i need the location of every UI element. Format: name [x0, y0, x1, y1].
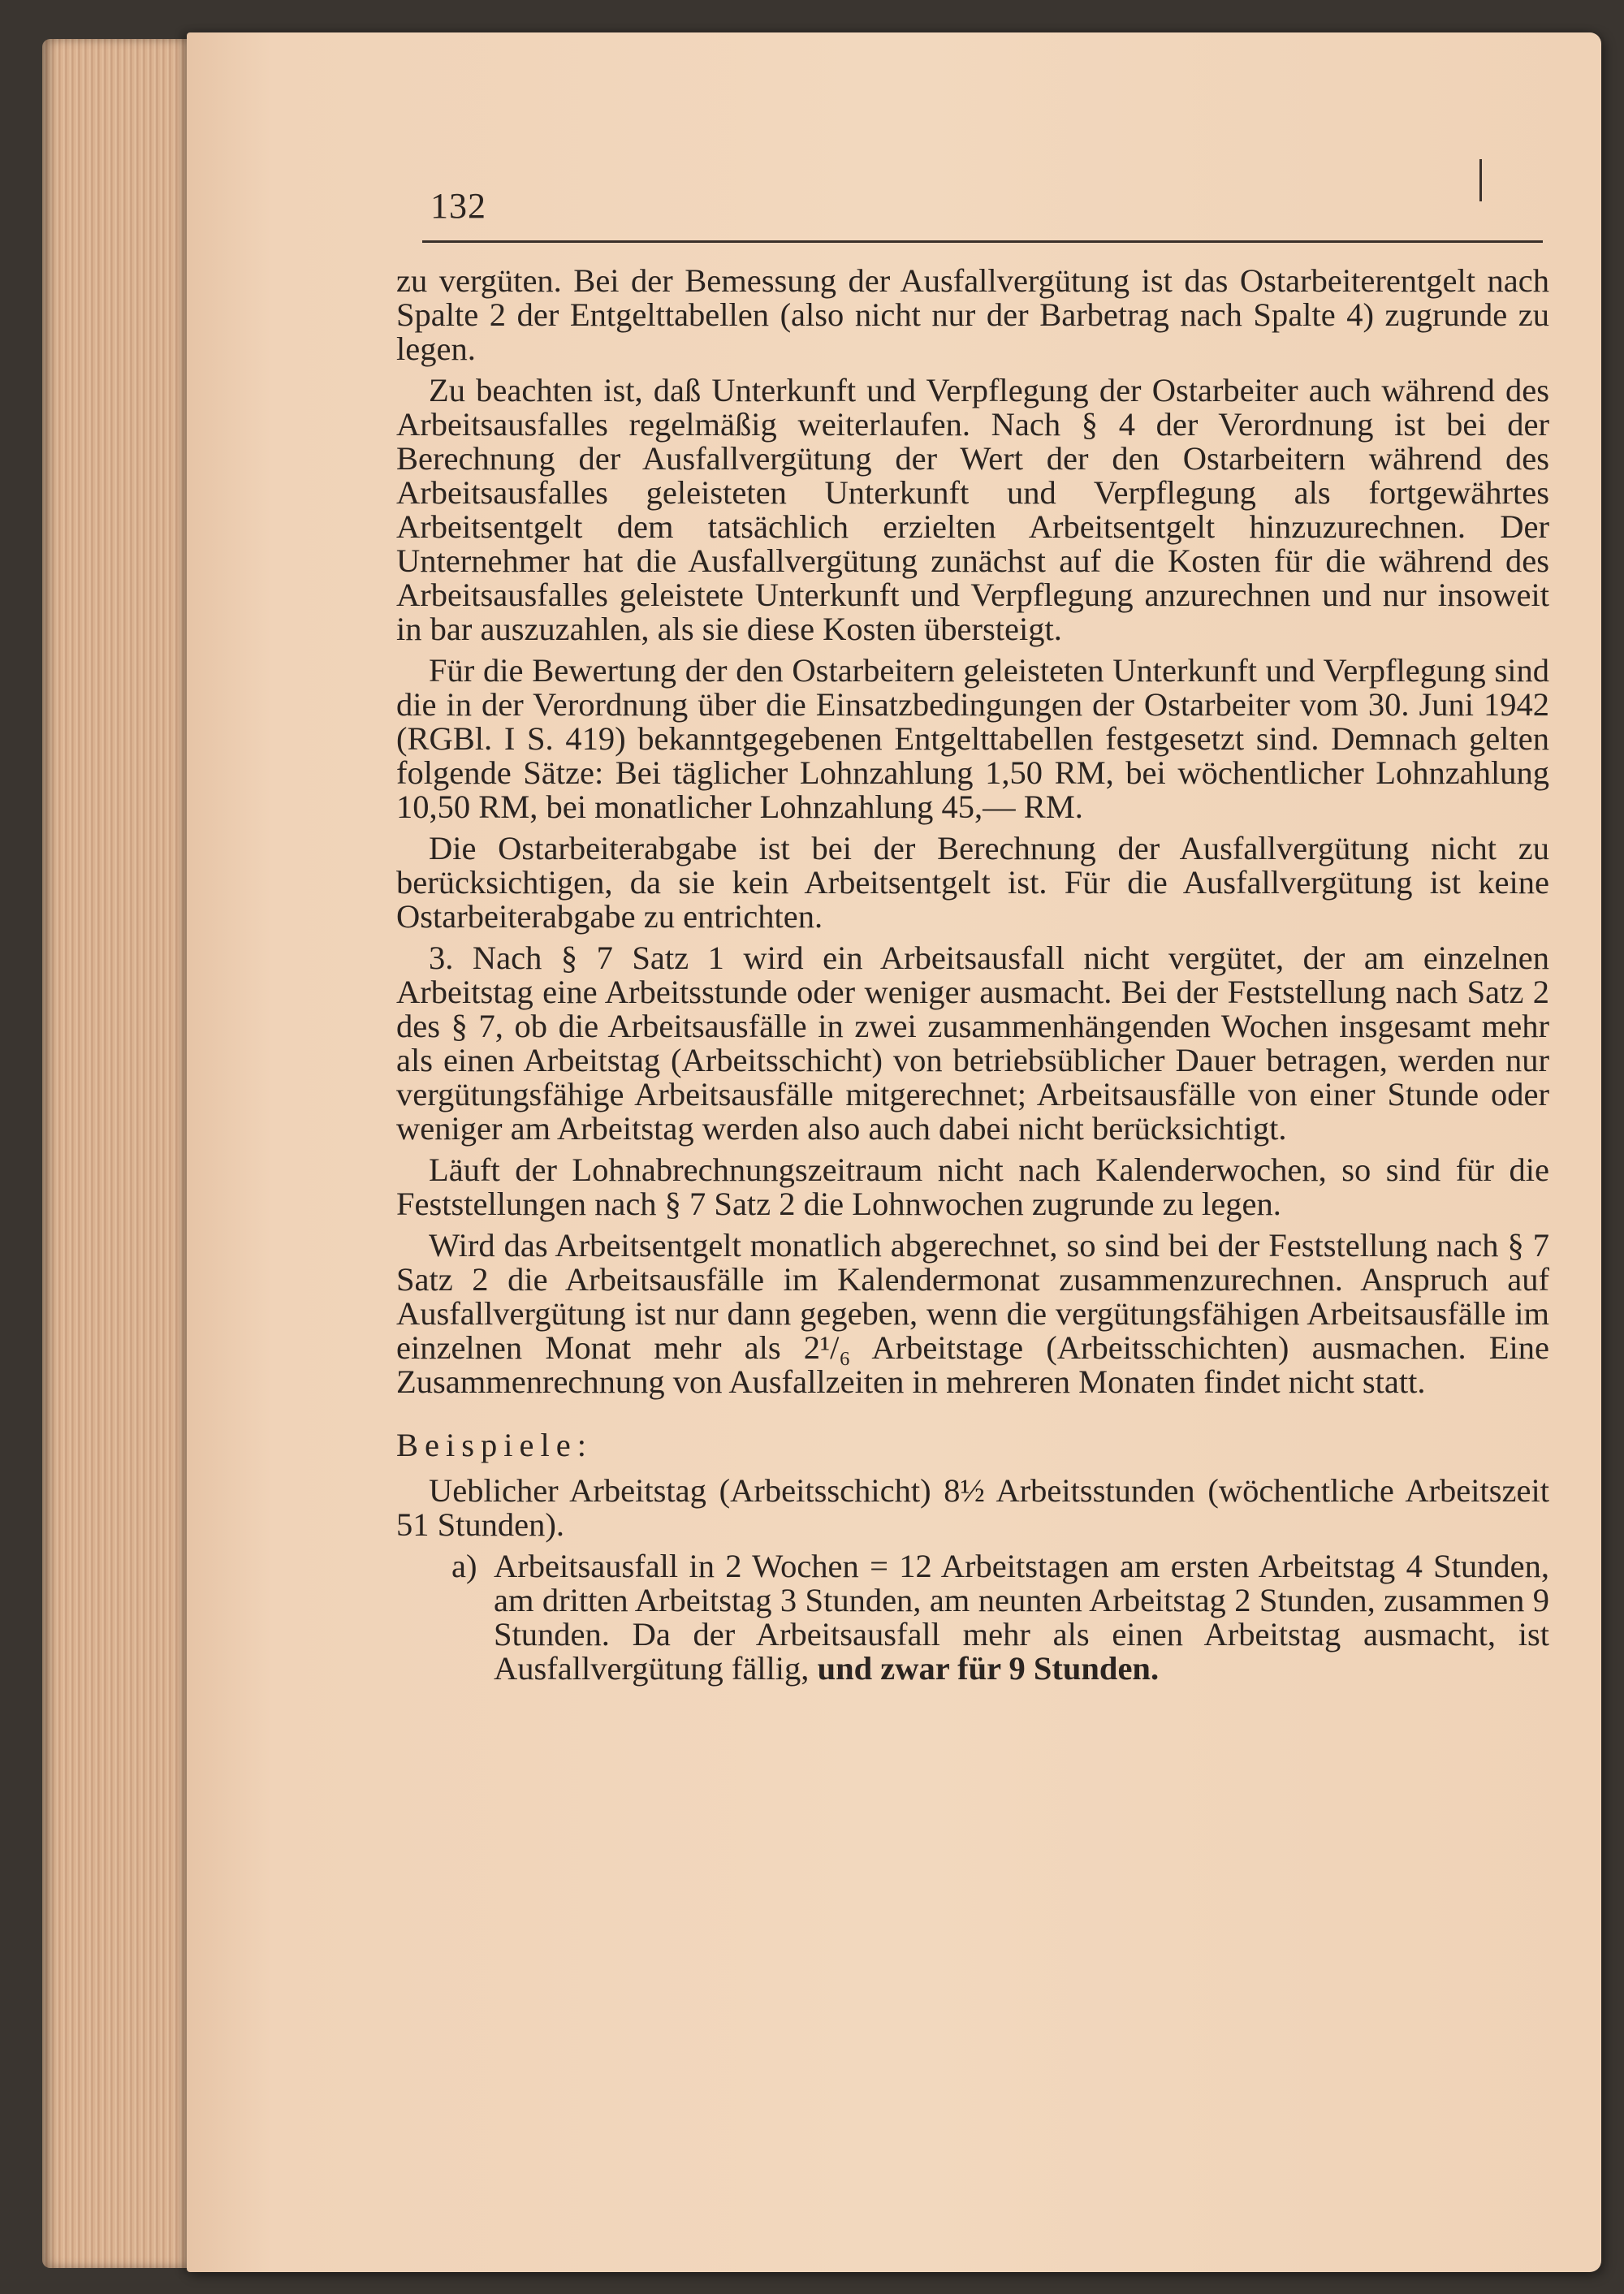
paragraph-7: Wird das Arbeitsentgelt monatlich abgerechnet, so sind bei der Feststellung nach § 7 Satz 2 die Arbeitsausfälle im Kalendermonat zusammenzurechnen. Anspruch auf Ausfallvergütung ist nur dann gegeben, wenn die vergütungsfähigen Arbeitsausfälle im einzelnen Monat mehr als 2¹/₆ Arbeitstage (Arbeitsschichten) ausmachen. Eine Zusammenrechnung von Ausfallzeiten in mehreren Monaten findet nicht statt.	[396, 1227, 1549, 1400]
page-body	[396, 264, 1549, 1686]
paragraph-4: Die Ostarbeiterabgabe ist bei der Berechnung der Ausfallvergütung nicht zu berücksichtigen, da sie kein Arbeitsentgelt ist. Für die Ausfallvergütung ist keine Ostarbeiterabgabe zu entrichten.	[396, 830, 1549, 935]
paragraph-6: Läuft der Lohnabrechnungszeitraum nicht nach Kalenderwochen, so sind für die Feststellungen nach § 7 Satz 2 die Lohnwochen zugrunde zu legen.	[396, 1151, 1549, 1222]
example-a-text: Arbeitsausfall in 2 Wochen = 12 Arbeitstagen am ersten Arbeitstag 4 Stunden, am dritten Arbeitstag 3 Stunden, am neunten Arbeitstag 2 Stunden, zusammen 9 Stunden. Da der Arbeitsausfall mehr als einen Arbeitstag ausmacht, ist Ausfallvergütung fällig,	[494, 1548, 1549, 1687]
header-rule	[422, 240, 1543, 243]
example-a-body	[494, 1549, 1549, 1686]
example-a-conclusion: und zwar für 9 Stunden.	[817, 1650, 1160, 1687]
examples-intro: Ueblicher Arbeitstag (Arbeitsschicht) 8½ Arbeitsstunden (wöchentliche Arbeitszeit 51 Stunden).	[396, 1472, 1549, 1543]
page-number: 132	[430, 186, 486, 226]
examples-heading: Beispiele:	[396, 1427, 593, 1463]
example-a-marker: a)	[451, 1548, 477, 1584]
example-a	[451, 1549, 1549, 1686]
paragraph-3: Für die Bewertung der den Ostarbeitern geleisteten Unterkunft und Verpflegung sind die in der Verordnung über die Einsatzbedingungen der Ostarbeiter vom 30. Juni 1942 (RGBl. I S. 419) bekanntgegebenen Entgelttabellen festgesetzt sind. Demnach gelten folgende Sätze: Bei täglicher Lohnzahlung 1,50 RM, bei wöchentlicher Lohnzahlung 10,50 RM, bei monatlicher Lohnzahlung 45,— RM.	[396, 652, 1549, 825]
book-page-edges	[42, 39, 197, 2268]
paragraph-5: 3. Nach § 7 Satz 1 wird ein Arbeitsausfall nicht vergütet, der am einzelnen Arbeitstag eine Arbeitsstunde oder weniger ausmacht. Bei der Feststellung nach Satz 2 des § 7, ob die Arbeitsausfälle in zwei zusammenhängenden Wochen insgesamt mehr als einen Arbeitstag (Arbeitsschicht) von betriebsüblicher Dauer betragen, werden nur vergütungsfähige Arbeitsausfälle mitgerechnet; Arbeitsausfälle von einer Stunde oder weniger am Arbeitstag werden also auch dabei nicht berücksichtigt.	[396, 940, 1549, 1147]
margin-mark	[1479, 159, 1482, 201]
paragraph-2: Zu beachten ist, daß Unterkunft und Verpflegung der Ostarbeiter auch während des Arbeitsausfalles regelmäßig weiterlaufen. Nach § 4 der Verordnung ist bei der Berechnung der Ausfallvergütung der Wert der den Ostarbeitern während des Arbeitsausfalles geleisteten Unterkunft und Verpflegung als fortgewährtes Arbeitsentgelt dem tatsächlich erzielten Arbeitsentgelt hinzuzurechnen. Der Unternehmer hat die Ausfallvergütung zunächst auf die Kosten für die während des Arbeitsausfalles geleistete Unterkunft und Verpflegung anzurechnen und nur insoweit in bar auszuzahlen, als sie diese Kosten übersteigt.	[396, 372, 1549, 647]
paragraph-1: zu vergüten. Bei der Bemessung der Ausfallvergütung ist das Ostarbeiterentgelt nach Spalte 2 der Entgelttabellen (also nicht nur der Barbetrag nach Spalte 4) zugrunde zu legen.	[396, 262, 1549, 367]
